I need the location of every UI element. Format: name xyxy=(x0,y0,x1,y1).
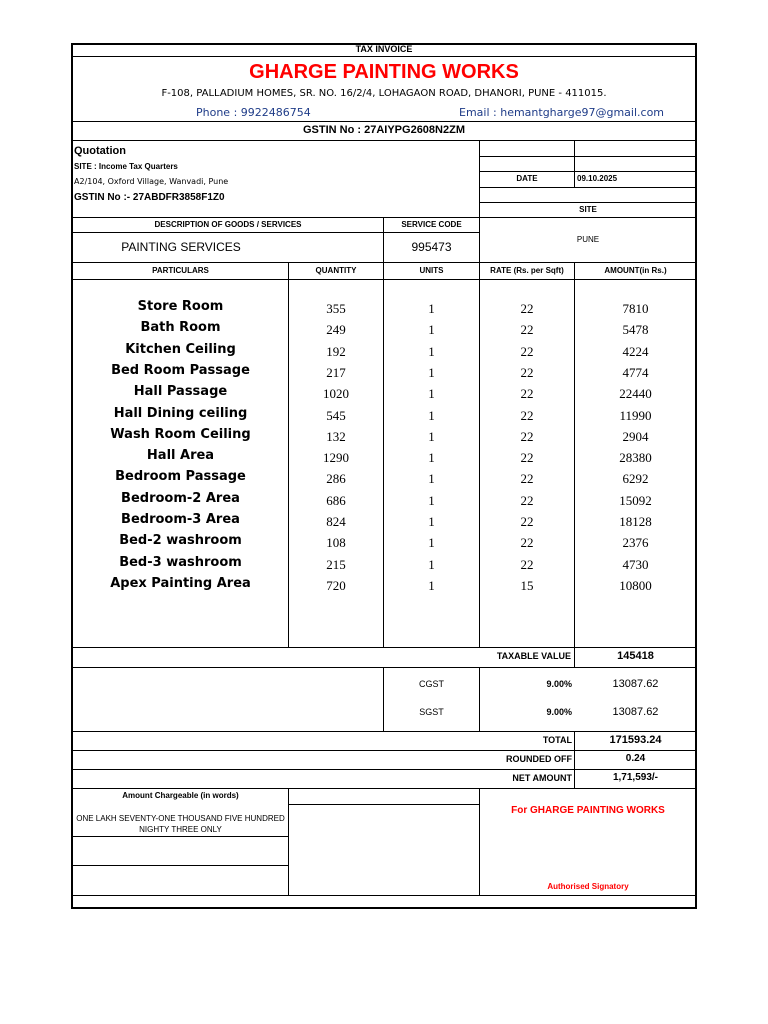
item-quantity: 686 xyxy=(326,493,346,508)
item-amount: 7810 xyxy=(622,301,649,316)
company-phone: Phone : 9922486754 xyxy=(196,106,311,119)
item-amount: 18128 xyxy=(619,514,652,529)
item-amount: 28380 xyxy=(619,450,652,465)
item-particular: Bath Room xyxy=(140,320,221,335)
item-rate: 22 xyxy=(520,450,534,465)
item-rate: 22 xyxy=(520,322,534,337)
item-quantity: 824 xyxy=(326,514,346,529)
sgst-rate: 9.00% xyxy=(546,707,572,717)
item-quantity: 132 xyxy=(326,429,346,444)
client-site: SITE : Income Tax Quarters xyxy=(74,162,178,171)
net-label: NET AMOUNT xyxy=(512,773,572,783)
authorised-signatory: Authorised Signatory xyxy=(547,882,629,891)
item-units: 1 xyxy=(428,557,435,572)
item-units: 1 xyxy=(428,301,435,316)
item-rate: 22 xyxy=(520,365,534,380)
item-quantity: 217 xyxy=(326,365,346,380)
item-amount: 4774 xyxy=(622,365,649,380)
item-rate: 22 xyxy=(520,344,534,359)
item-rate: 22 xyxy=(520,493,534,508)
item-quantity: 1020 xyxy=(323,386,349,401)
item-particular: Wash Room Ceiling xyxy=(110,427,251,442)
item-rate: 22 xyxy=(520,429,534,444)
col-amount: AMOUNT(in Rs.) xyxy=(604,266,667,275)
item-rate: 22 xyxy=(520,514,534,529)
taxable-label: TAXABLE VALUE xyxy=(496,651,571,661)
item-units: 1 xyxy=(428,450,435,465)
item-amount: 22440 xyxy=(619,386,652,401)
item-units: 1 xyxy=(428,429,435,444)
sgst-amount: 13087.62 xyxy=(612,706,659,718)
item-particular: Bed-3 washroom xyxy=(119,555,242,570)
item-particular: Hall Dining ceiling xyxy=(113,406,248,421)
item-particular: Apex Painting Area xyxy=(110,576,251,591)
item-rate: 22 xyxy=(520,557,534,572)
company-email: Email : hemantgharge97@gmail.com xyxy=(459,106,665,119)
sgst-label: SGST xyxy=(419,707,444,717)
item-quantity: 1290 xyxy=(323,450,349,465)
net-value: 1,71,593/- xyxy=(612,772,659,783)
cgst-rate: 9.00% xyxy=(546,679,572,689)
item-quantity: 355 xyxy=(326,301,346,316)
item-units: 1 xyxy=(428,344,435,359)
item-amount: 10800 xyxy=(619,578,652,593)
site-value: PUNE xyxy=(576,235,600,244)
item-amount: 4730 xyxy=(622,557,649,572)
quotation-heading: Quotation xyxy=(74,145,126,157)
item-amount: 11990 xyxy=(619,408,652,423)
item-particular: Bedroom Passage xyxy=(115,469,246,484)
rounded-value: 0.24 xyxy=(625,753,646,764)
item-particular: Hall Passage xyxy=(133,384,228,399)
item-quantity: 108 xyxy=(326,535,346,550)
item-rate: 22 xyxy=(520,386,534,401)
cgst-amount: 13087.62 xyxy=(612,678,659,690)
item-amount: 2376 xyxy=(622,535,649,550)
item-units: 1 xyxy=(428,578,435,593)
item-particular: Bed Room Passage xyxy=(111,363,250,378)
company-address: F-108, PALLADIUM HOMES, SR. NO. 16/2/4, LOHAGAON ROAD, DHANORI, PUNE - 411015. xyxy=(161,88,607,99)
amount-words-line2: NIGHTY THREE ONLY xyxy=(139,825,222,834)
amount-words-line1: ONE LAKH SEVENTY-ONE THOUSAND FIVE HUNDRED xyxy=(76,814,285,823)
amount-words-label: Amount Chargeable (in words) xyxy=(122,791,239,800)
item-rate: 22 xyxy=(520,301,534,316)
item-units: 1 xyxy=(428,535,435,550)
item-units: 1 xyxy=(428,365,435,380)
item-amount: 4224 xyxy=(622,344,649,359)
service-code: 995473 xyxy=(411,240,452,254)
item-rate: 15 xyxy=(520,578,534,593)
item-particular: Bed-2 washroom xyxy=(119,533,242,548)
rounded-label: ROUNDED OFF xyxy=(506,754,572,764)
col-rate: RATE (Rs. per Sqft) xyxy=(490,266,564,275)
doc-type: TAX INVOICE xyxy=(355,44,413,54)
item-quantity: 720 xyxy=(326,578,346,593)
item-units: 1 xyxy=(428,493,435,508)
item-quantity: 249 xyxy=(326,322,346,337)
item-units: 1 xyxy=(428,514,435,529)
item-particular: Bedroom-2 Area xyxy=(121,491,240,506)
for-company: For GHARGE PAINTING WORKS xyxy=(511,805,665,816)
taxable-value: 145418 xyxy=(617,650,654,662)
item-rate: 22 xyxy=(520,535,534,550)
item-particular: Hall Area xyxy=(146,448,215,463)
client-gstin: GSTIN No :- 27ABDFR3858F1Z0 xyxy=(74,192,225,203)
item-units: 1 xyxy=(428,386,435,401)
company-name: GHARGE PAINTING WORKS xyxy=(249,61,519,83)
item-particular: Store Room xyxy=(137,299,224,314)
cgst-label: CGST xyxy=(418,679,444,689)
col-particulars: PARTICULARS xyxy=(152,266,209,275)
company-gstin: GSTIN No : 27AIYPG2608N2ZM xyxy=(303,124,465,136)
item-particular: Bedroom-3 Area xyxy=(121,512,240,527)
date-value: 09.10.2025 xyxy=(577,174,618,183)
item-units: 1 xyxy=(428,322,435,337)
item-amount: 6292 xyxy=(622,471,649,486)
service-code-header: SERVICE CODE xyxy=(401,220,462,229)
item-quantity: 192 xyxy=(326,344,346,359)
client-address: A2/104, Oxford Village, Wanvadi, Pune xyxy=(74,177,229,186)
item-rate: 22 xyxy=(520,408,534,423)
item-quantity: 215 xyxy=(326,557,346,572)
item-amount: 5478 xyxy=(622,322,649,337)
item-quantity: 286 xyxy=(326,471,346,486)
item-units: 1 xyxy=(428,471,435,486)
total-label: TOTAL xyxy=(542,735,572,745)
col-units: UNITS xyxy=(419,266,444,275)
service-desc-header: DESCRIPTION OF GOODS / SERVICES xyxy=(154,220,302,229)
item-quantity: 545 xyxy=(326,408,346,423)
col-quantity: QUANTITY xyxy=(315,266,357,275)
item-particular: Kitchen Ceiling xyxy=(125,342,236,357)
item-rate: 22 xyxy=(520,471,534,486)
date-label: DATE xyxy=(516,174,538,183)
item-units: 1 xyxy=(428,408,435,423)
service-desc: PAINTING SERVICES xyxy=(121,240,241,254)
total-value: 171593.24 xyxy=(609,734,662,746)
item-amount: 15092 xyxy=(619,493,652,508)
item-amount: 2904 xyxy=(622,429,649,444)
site-label: SITE xyxy=(579,205,597,214)
